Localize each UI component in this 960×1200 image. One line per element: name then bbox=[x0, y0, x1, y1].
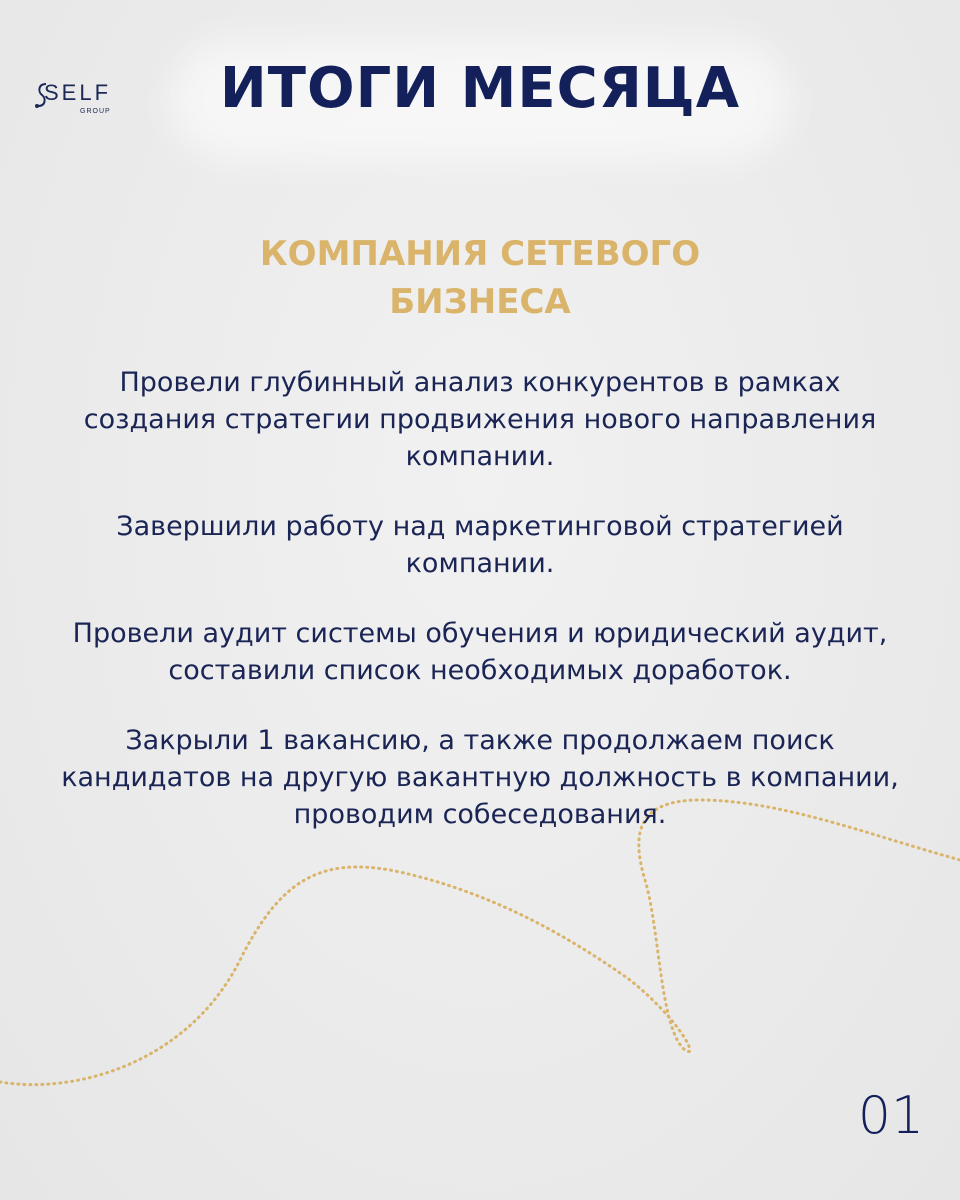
page-number: 01 bbox=[857, 1086, 925, 1146]
summary-paragraph-2: Завершили работу над маркетинговой стратегией компании. bbox=[116, 511, 844, 579]
section-subtitle bbox=[180, 230, 780, 326]
subtitle-line-1: КОМПАНИЯ СЕТЕВОГО bbox=[259, 234, 701, 274]
summary-paragraph-4: Закрыли 1 вакансию, а также продолжаем поиск кандидатов на другую вакантную должность в компании, проводим собеседования. bbox=[61, 725, 899, 830]
summary-paragraph-1: Провели глубинный анализ конкурентов в рамках создания стратегии продвижения нового направления компании. bbox=[83, 367, 877, 472]
logo-subtext: GROUP bbox=[80, 108, 111, 115]
summary-paragraph-3: Провели аудит системы обучения и юридический аудит, составили список необходимых доработок. bbox=[72, 618, 888, 686]
page-title: ИТОГИ МЕСЯЦА bbox=[219, 56, 741, 121]
logo-text: SELF bbox=[44, 80, 112, 105]
subtitle-line-2: БИЗНЕСА bbox=[389, 282, 571, 322]
